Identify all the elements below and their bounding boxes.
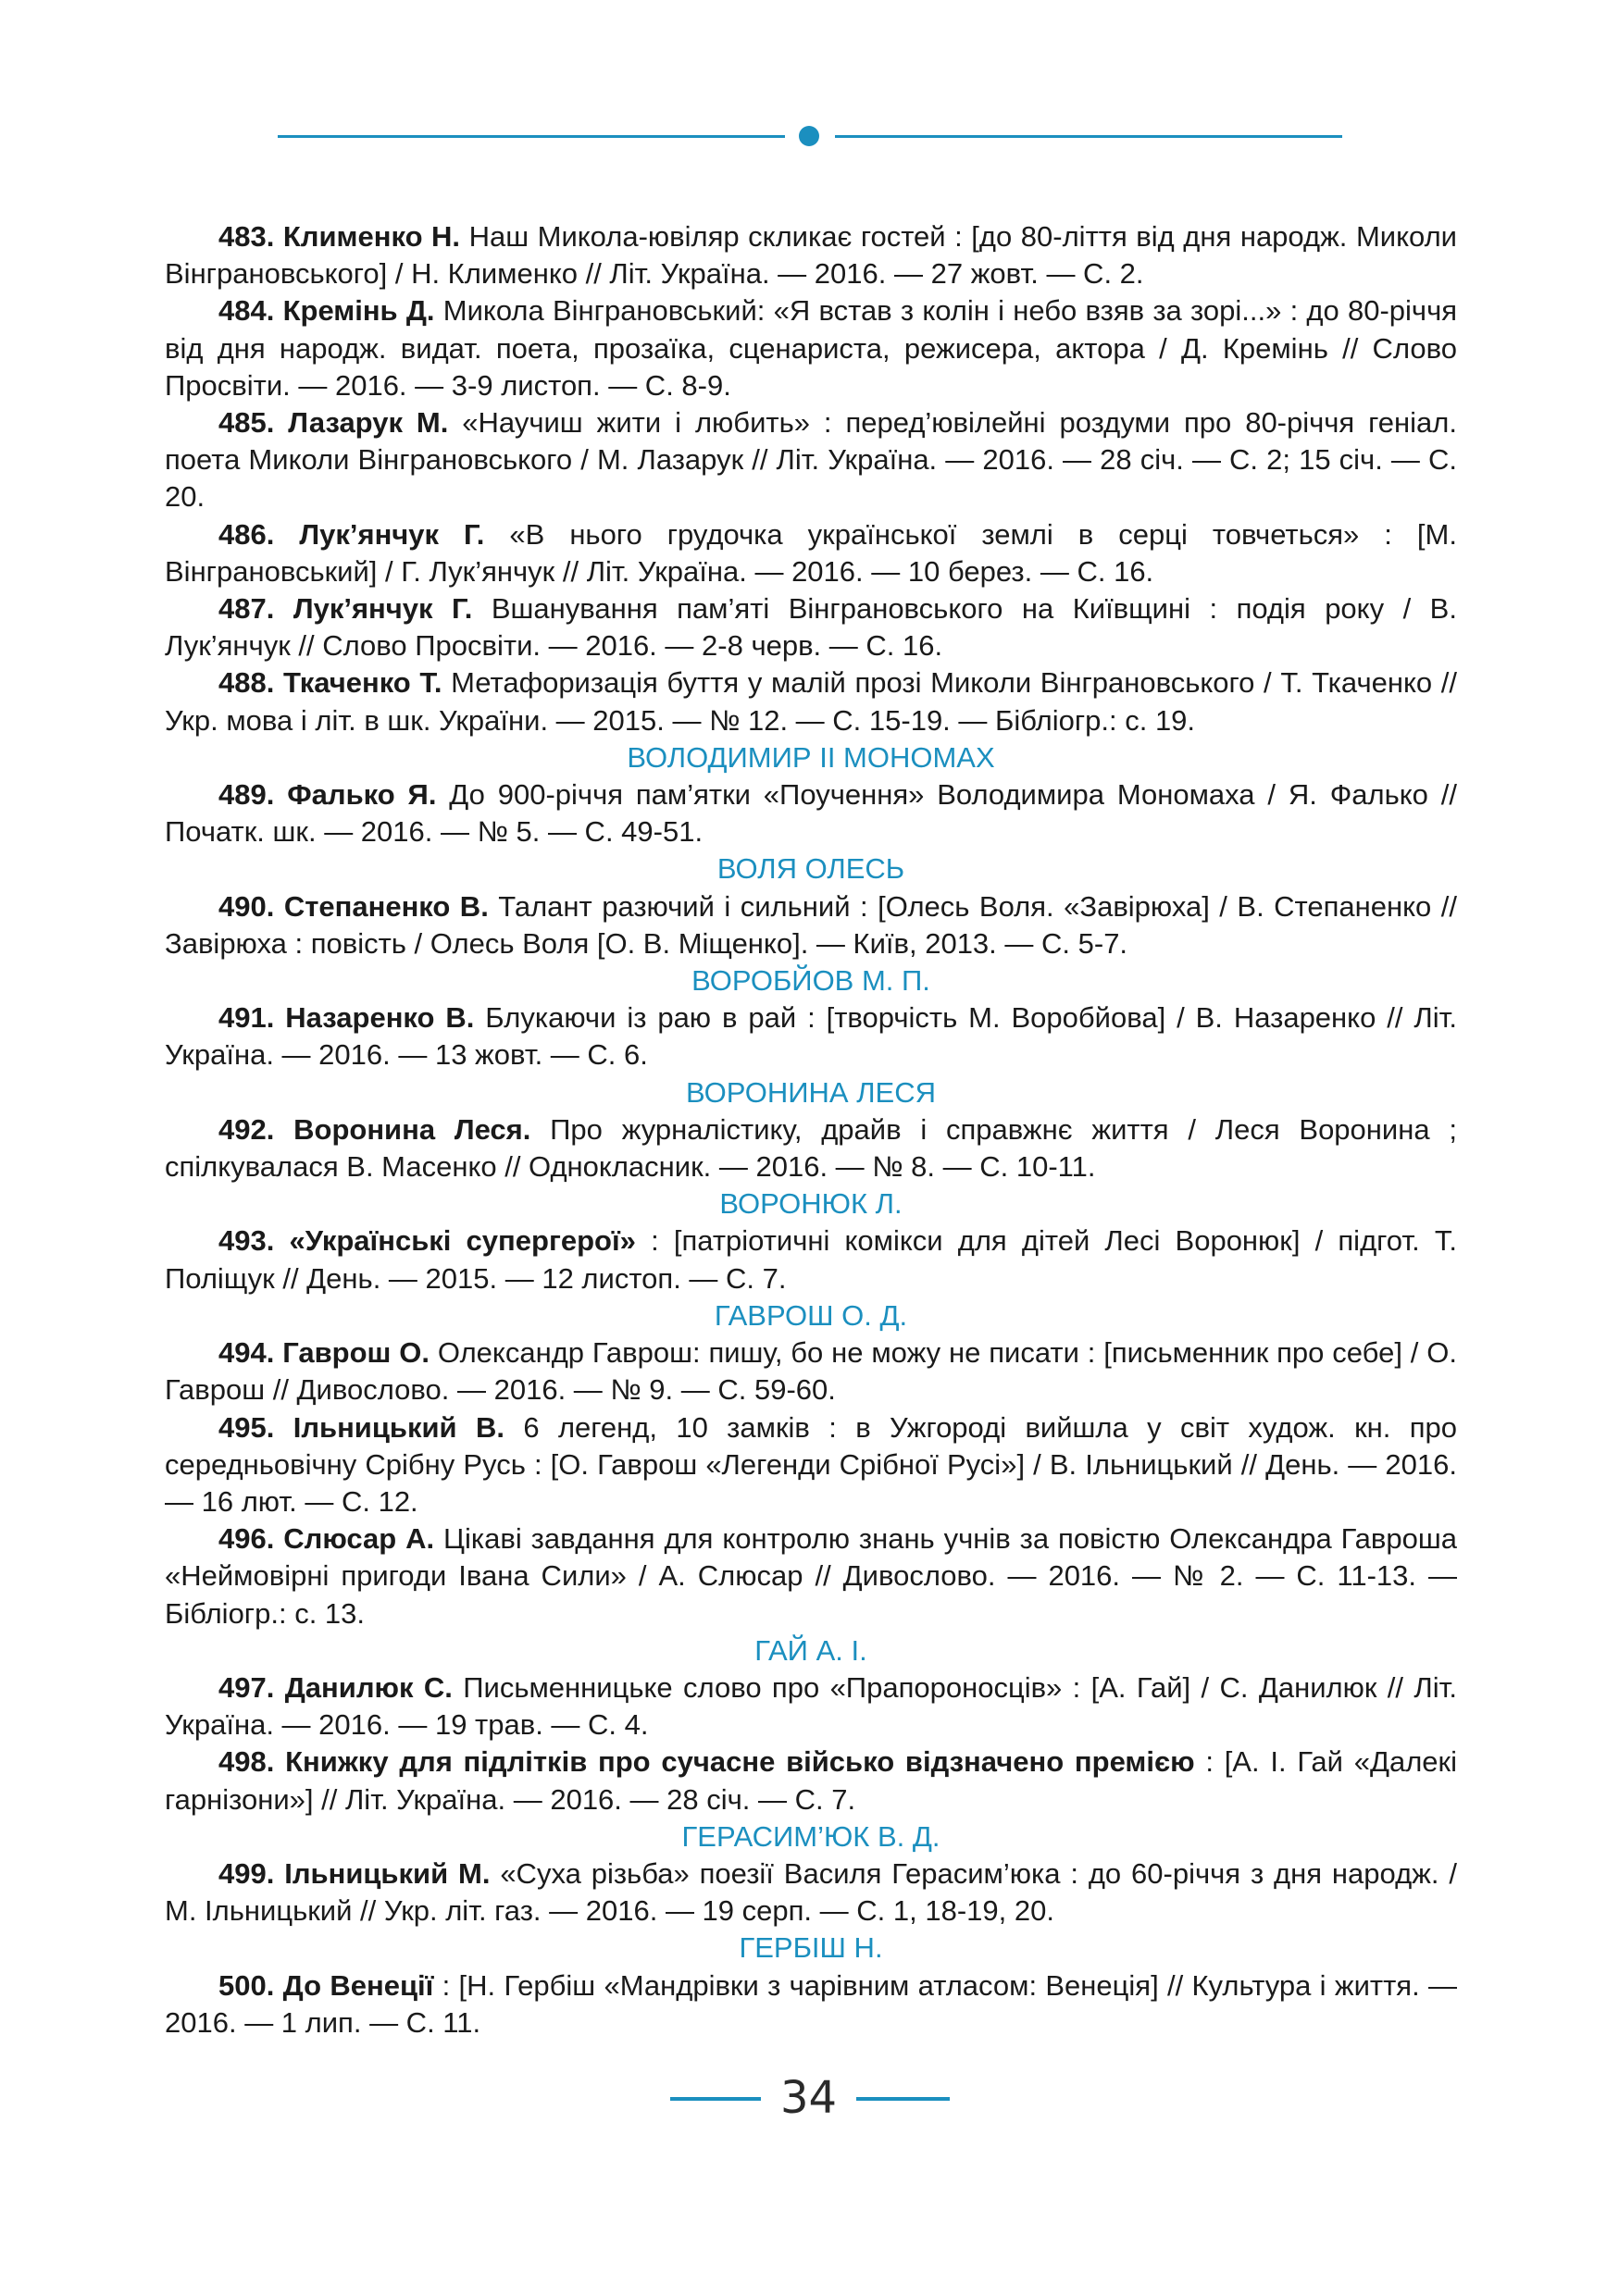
entry-author: Гаврош О. (282, 1336, 430, 1370)
entry-number: 498. (218, 1745, 275, 1779)
entry-number: 493. (218, 1224, 275, 1258)
section-heading: ГАВРОШ О. Д. (714, 1298, 908, 1332)
entry-number: 486. (218, 517, 275, 551)
top-rule-right-line (835, 135, 1342, 138)
footer-left-line (670, 2097, 761, 2101)
entry-number: 488. (218, 666, 275, 700)
top-rule-left-line (278, 135, 785, 138)
entry-author: Слюсар А. (283, 1522, 435, 1556)
entry-author: Клименко Н. (282, 220, 461, 253)
bibliography-entry (165, 590, 1457, 664)
bibliography-list (165, 218, 1457, 2042)
entry-author: Данилюк С. (284, 1670, 453, 1704)
entry-number: 494. (218, 1336, 275, 1370)
bibliography-entry (165, 1669, 1457, 1744)
bibliography-entry (165, 1855, 1457, 1930)
section-heading: ВОРОНИНА ЛЕСЯ (685, 1075, 936, 1109)
entry-author: Ільницький В. (293, 1410, 504, 1444)
entry-text: Вшанування пам’яті Вінграновського на Київщині : подія року / В. Лук’янчук // Слово Просвіти. — 2016. — 2-8 черв. — С. 16. (165, 592, 1457, 663)
bibliography-entry (165, 776, 1457, 850)
entry-text: : [Н. Гербіш «Мандрівки з чарівним атласом: Венеція] // Культура і життя. — 2016. — 1 лип. — С. 11. (165, 1968, 1458, 2039)
entry-number: 500. (218, 1968, 275, 2002)
entry-text: Талант разючий і сильний : [Олесь Воля. «Завірюха] / В. Степаненко // Завірюха : повість / Олесь Воля [О. В. Міщенко]. — Київ, 2013. — С. 5-7. (165, 889, 1457, 960)
bibliography-entry (165, 664, 1457, 738)
bibliography-entry (165, 218, 1457, 292)
bibliography-entry (165, 1967, 1457, 2042)
entry-text: «В нього грудочка української землі в серці товчеться» : [М. Вінграновський] / Г. Лук’янчук // Літ. Україна. — 2016. — 10 берез. — С. 16. (165, 517, 1457, 588)
section-heading: ВОЛЯ ОЛЕСЬ (716, 852, 905, 886)
entry-number: 487. (218, 592, 275, 626)
bibliography-entry (165, 1334, 1457, 1409)
entry-text: До 900-річчя пам’ятки «Поучення» Володимира Мономаха / Я. Фалько // Початк. шк. — 2016. — № 5. — С. 49-51. (165, 778, 1458, 849)
bibliography-entry (165, 999, 1457, 1074)
entry-number: 485. (218, 406, 275, 440)
bibliography-entry (165, 1520, 1457, 1632)
page-number: 34 (779, 2072, 838, 2124)
entry-number: 492. (218, 1112, 275, 1146)
top-rule-dot (799, 126, 819, 146)
entry-text: «Научиш жити і любить» : перед’ювілейні роздуми про 80-річчя геніал. поета Миколи Вінграновського / М. Лазарук // Літ. Україна. — 2016. — 28 січ. — С. 2; 15 січ. — С. 20. (165, 406, 1457, 514)
section-heading: ВОРОНЮК Л. (719, 1187, 903, 1221)
entry-author: Лук’янчук Г. (293, 592, 473, 626)
entry-author: До Венеції (282, 1968, 434, 2002)
entry-number: 483. (218, 220, 275, 253)
entry-text: Наш Микола-ювіляр скликає гостей : [до 80-ліття від дня народж. Миколи Вінграновського] / Н. Клименко // Літ. Україна. — 2016. — 27 жовт. — С. 2. (165, 220, 1457, 291)
entry-number: 490. (218, 889, 275, 923)
top-decorative-rule (278, 126, 1342, 146)
entry-author: Воронина Леся. (293, 1112, 531, 1146)
entry-text: Блукаючи із раю в рай : [творчість М. Воробйова] / В. Назаренко // Літ. Україна. — 2016. — 13 жовт. — С. 6. (165, 1001, 1457, 1072)
bibliography-entry (165, 888, 1457, 962)
entry-author: Книжку для підлітків про сучасне військо відзначено премією (285, 1745, 1195, 1779)
entry-author: Кремінь Д. (282, 294, 435, 328)
bibliography-entry (165, 516, 1457, 590)
entry-author: Степаненко В. (283, 889, 489, 923)
bibliography-entry (165, 1222, 1457, 1297)
entry-text: : [А. І. Гай «Далекі гарнізони»] // Літ. Україна. — 2016. — 28 січ. — С. 7. (165, 1745, 1457, 1816)
entry-text: Цікаві завдання для контролю знань учнів за повістю Олександра Гавроша «Неймовірні пригоди Івана Сили» / А. Слюсар // Дивослово. — 2016. — № 2. — С. 11-13. — Бібліогр.: с. 13. (165, 1522, 1457, 1630)
entry-text: Про журналістику, драйв і справжнє життя / Леся Воронина ; спілкувалася В. Масенко // Однокласник. — 2016. — № 8. — С. 10-11. (165, 1112, 1457, 1184)
footer-right-line (856, 2097, 950, 2101)
section-heading: ГЕРАСИМ’ЮК В. Д. (681, 1819, 940, 1853)
entry-number: 491. (218, 1001, 275, 1035)
bibliography-entry (165, 1409, 1457, 1521)
bibliography-entry (165, 292, 1457, 404)
entry-number: 484. (218, 294, 275, 328)
bibliography-entry (165, 1744, 1457, 1818)
section-heading: ВОРОБЙОВ М. П. (691, 964, 930, 998)
entry-author: «Українські супергерої» (289, 1224, 636, 1258)
entry-author: Лук’янчук Г. (299, 517, 485, 551)
entry-text: Олександр Гаврош: пишу, бо не можу не писати : [письменник про себе] / О. Гаврош // Дивослово. — 2016. — № 9. — С. 59-60. (165, 1336, 1457, 1407)
entry-number: 495. (218, 1410, 275, 1444)
entry-author: Лазарук М. (288, 406, 449, 440)
entry-number: 497. (218, 1670, 275, 1704)
entry-text: «Суха різьба» поезії Василя Герасим’юка : до 60-річчя з дня народж. / М. Ільницький // Укр. літ. газ. — 2016. — 19 серп. — С. 1, 18-19, 20. (165, 1856, 1457, 1928)
section-heading: ГЕРБІШ Н. (739, 1931, 883, 1965)
page-footer (0, 2070, 1619, 2126)
entry-number: 496. (218, 1522, 275, 1556)
bibliography-entry (165, 1111, 1457, 1185)
entry-author: Фалько Я. (287, 778, 437, 812)
entry-author: Ільницький М. (284, 1856, 491, 1890)
entry-number: 489. (218, 778, 275, 812)
entry-author: Назаренко В. (285, 1001, 475, 1035)
entry-text: : [патріотичні комікси для дітей Лесі Воронюк] / підгот. Т. Поліщук // День. — 2015. — 12 листоп. — С. 7. (165, 1224, 1457, 1295)
entry-number: 499. (218, 1856, 275, 1890)
entry-text: 6 легенд, 10 замків : в Ужгороді вийшла у світ худож. кн. про середньовічну Срібну Русь : [О. Гаврош «Легенди Срібної Русі»] / В. Ільницький // День. — 2016. — 16 лют. — С. 12. (165, 1410, 1457, 1518)
section-heading: ВОЛОДИМИР ІІ МОНОМАХ (627, 740, 995, 774)
entry-text: Микола Вінграновський: «Я встав з колін і небо взяв за зорі...» : до 80-річчя від дня народж. видат. поета, прозаїка, сценариста, режисера, актора / Д. Кремінь // Слово Просвіти. — 2016. — 3-9 листоп. — С. 8-9. (165, 294, 1458, 402)
entry-text: Письменницьке слово про «Прапороносців» : [А. Гай] / С. Данилюк // Літ. Україна. — 2016. — 19 трав. — С. 4. (165, 1670, 1457, 1742)
entry-author: Ткаченко Т. (283, 666, 442, 700)
entry-text: Метафоризація буття у малій прозі Миколи Вінграновського / Т. Ткаченко // Укр. мова і літ. в шк. України. — 2015. — № 12. — С. 15-19. — Бібліогр.: с. 19. (165, 666, 1457, 737)
bibliography-entry (165, 404, 1457, 516)
section-heading: ГАЙ А. І. (754, 1633, 867, 1667)
